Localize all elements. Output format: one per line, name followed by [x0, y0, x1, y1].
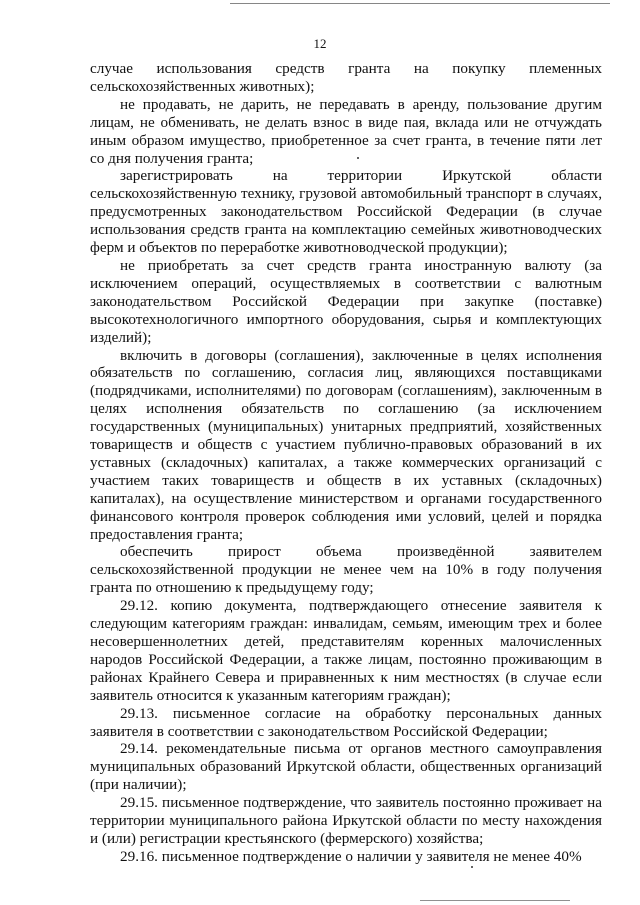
paragraph-8: 29.13. письменное согласие на обработку персональных данных заявителя в соответствии с законодательством Российской Федерации; [90, 704, 602, 740]
paragraph-9: 29.14. рекомендательные письма от органов местного самоуправления муниципальных образований Иркутской области, общественных организаций (при наличии); [90, 740, 602, 794]
scan-speck [357, 157, 359, 159]
page-number: 12 [313, 36, 327, 51]
paragraph-1: случае использования средств гранта на покупку племенных сельскохозяйственных животных); [90, 60, 602, 95]
top-edge-line [230, 3, 610, 4]
paragraph-5: включить в договоры (соглашения), заключенные в целях исполнения обязательств по соглашению, согласия лиц, являющихся поставщиками (подрядчиками, исполнителями) по договорам (соглашениям), заключенным в целях исполнения обязательств по соглашению (за исключением государственных (муниципальных) унитарных предприятий, хозяйственных товариществ и обществ с участием публично-правовых образований в их уставных (складочных) капиталах, а также коммерческих организаций с участием таких товариществ и обществ в их уставных (складочных) капиталах), на осуществление министерством и органами государственного финансового контроля проверок соблюдения ими условий, целей и порядка предоставления гранта; [90, 346, 602, 543]
paragraph-2: не продавать, не дарить, не передавать в аренду, пользование другим лицам, не обменивать, не делать взнос в виде пая, вклада или не отчуждать иным образом имущество, приобретенное за счет гранта, в течение пяти лет со дня получения гранта; [90, 95, 602, 167]
document-body [90, 60, 602, 866]
scan-speck [471, 866, 473, 868]
paragraph-3: зарегистрировать на территории Иркутской области сельскохозяйственную технику, грузовой автомобильный транспорт в случаях, предусмотренных законодательством Российской Федерации (в случае использования средств гранта на комплектацию семейных животноводческих ферм и объектов по переработке животноводческой продукции); [90, 167, 602, 257]
paragraph-10: 29.15. письменное подтверждение, что заявитель постоянно проживает на территории муниципального района Иркутской области по месту нахождения и (или) регистрации крестьянского (фермерского) хозяйства; [90, 794, 602, 847]
paragraph-4: не приобретать за счет средств гранта иностранную валюту (за исключением операций, осуществляемых в соответствии с валютным законодательством Российской Федерации при закупке (поставке) высокотехнологичного импортного оборудования, сырья и комплектующих изделий); [90, 256, 602, 346]
bottom-edge-line [420, 900, 570, 901]
paragraph-11: 29.16. письменное подтверждение о наличии у заявителя не менее 40% [120, 847, 582, 865]
paragraph-6: обеспечить прирост объема произведённой заявителем сельскохозяйственной продукции не менее чем на 10% в году получения гранта по отношению к предыдущему году; [90, 543, 602, 597]
paragraph-7: 29.12. копию документа, подтверждающего отнесение заявителя к следующим категориям граждан: инвалидам, семьям, имеющим трех и более несовершеннолетних детей, представителям коренных малочисленных народов Российской Федерации, а также лицам, постоянно проживающим в районах Крайнего Севера и приравненных к ним местностях (в случае если заявитель относится к указанным категориям граждан); [90, 597, 602, 704]
